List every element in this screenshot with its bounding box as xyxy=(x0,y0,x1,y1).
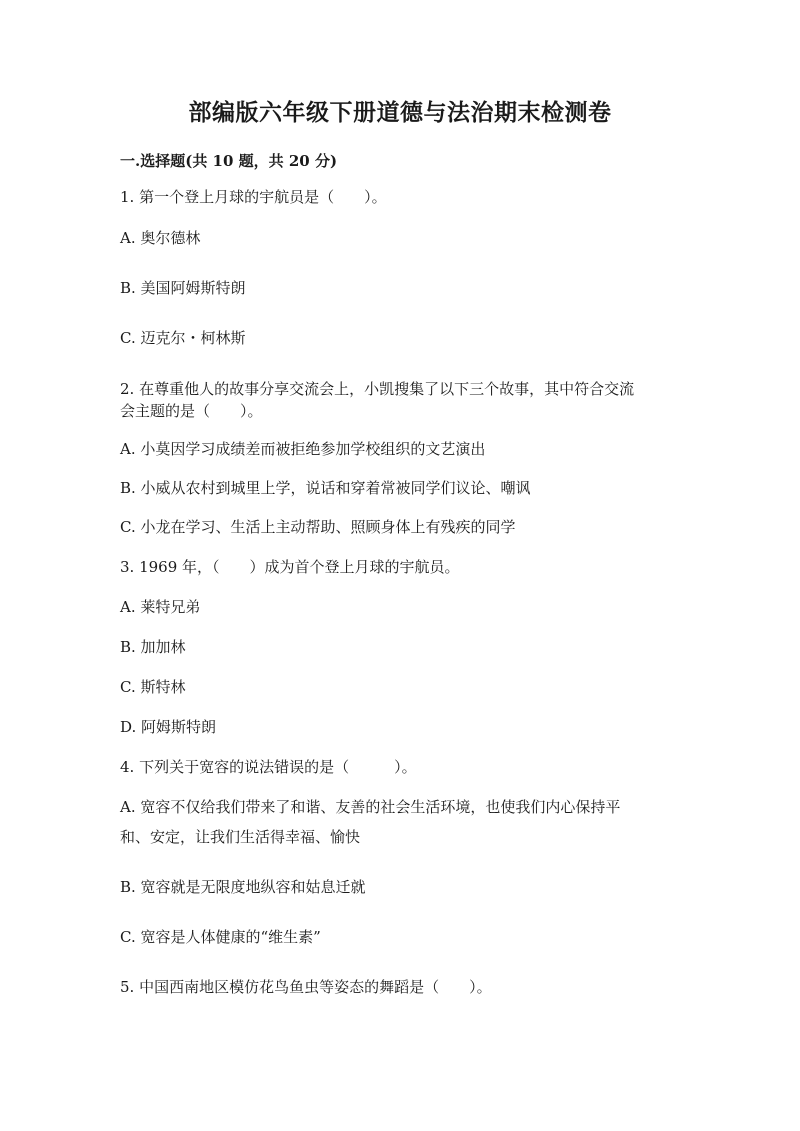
page-title: 部编版六年级下册道德与法治期末检测卷 xyxy=(188,99,612,126)
question-3-option-d: D. 阿姆斯特朗 xyxy=(120,718,217,736)
question-1-option-b: B. 美国阿姆斯特朗 xyxy=(120,279,246,297)
question-3-option-a: A. 莱特兄弟 xyxy=(120,598,201,616)
section-heading: 一.选择题(共 10 题，共 20 分) xyxy=(120,152,338,170)
question-4-option-a-line1: A. 宽容不仅给我们带来了和谐、友善的社会生活环境，也使我们内心保持平 xyxy=(120,798,621,816)
question-2-option-a: A. 小莫因学习成绩差而被拒绝参加学校组织的文艺演出 xyxy=(120,440,486,458)
question-4-option-b: B. 宽容就是无限度地纵容和姑息迁就 xyxy=(120,878,366,896)
question-2-stem-line2: 会主题的是（ ）。 xyxy=(120,402,263,420)
question-1-option-c: C. 迈克尔・柯林斯 xyxy=(120,329,246,347)
question-1-stem: 1. 第一个登上月球的宇航员是（ ）。 xyxy=(120,188,387,206)
question-1-option-a: A. 奥尔德林 xyxy=(120,229,201,247)
question-3-stem: 3. 1969 年，（ ）成为首个登上月球的宇航员。 xyxy=(120,558,460,576)
question-3-option-b: B. 加加林 xyxy=(120,638,186,656)
question-2-stem-line1: 2. 在尊重他人的故事分享交流会上，小凯搜集了以下三个故事，其中符合交流 xyxy=(120,380,635,398)
question-2-option-b: B. 小威从农村到城里上学，说话和穿着常被同学们议论、嘲讽 xyxy=(120,479,531,497)
question-2-option-c: C. 小龙在学习、生活上主动帮助、照顾身体上有残疾的同学 xyxy=(120,518,516,536)
question-4-stem: 4. 下列关于宽容的说法错误的是（ ）。 xyxy=(120,758,417,776)
question-4-option-a-line2: 和、安定，让我们生活得幸福、愉快 xyxy=(120,828,361,846)
question-4-option-c: C. 宽容是人体健康的“维生素” xyxy=(120,928,321,946)
question-3-option-c: C. 斯特林 xyxy=(120,678,186,696)
question-5-stem: 5. 中国西南地区模仿花鸟鱼虫等姿态的舞蹈是（ ）。 xyxy=(120,978,492,996)
